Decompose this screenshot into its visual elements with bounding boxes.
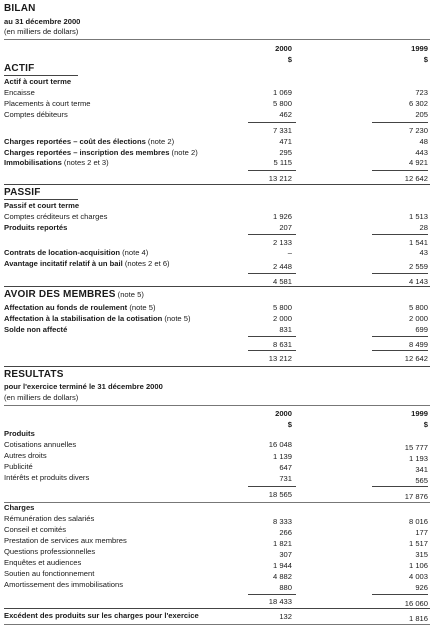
row-value-1999: 1 106 — [408, 561, 428, 570]
charges-total-1999: 16 060 — [404, 599, 428, 608]
excedent-2000: 132 — [279, 612, 292, 621]
row-value-2000: 731 — [279, 474, 292, 483]
total-2000: 13 212 — [268, 354, 292, 363]
col-currency: $ — [423, 55, 428, 64]
sum-rule — [248, 122, 296, 123]
sum-rule — [372, 350, 428, 351]
row-value-2000: 462 — [279, 110, 292, 119]
row-value-2000: 16 048 — [268, 440, 292, 449]
row-value-2000: 266 — [279, 528, 292, 537]
row-label: Enquêtes et audiences — [4, 558, 82, 567]
row-label: Autres droits — [4, 451, 47, 460]
sum-rule — [248, 336, 296, 337]
avoir-heading: AVOIR DES MEMBRES (note 5) — [4, 289, 144, 300]
row-label: Conseil et comités — [4, 525, 67, 534]
row-label: Cotisations annuelles — [4, 440, 77, 449]
row-value-2000: 295 — [279, 148, 292, 157]
row-value-2000: 8 333 — [272, 517, 292, 526]
row-value-2000: 1 944 — [272, 561, 292, 570]
row-value-2000: 5 800 — [272, 99, 292, 108]
subtotal-2000: 2 133 — [272, 238, 292, 247]
row-value-1999: 341 — [415, 465, 428, 474]
row-label: Intérêts et produits divers — [4, 473, 90, 482]
excedent-label: Excédent des produits sur les charges pour l'exercice — [4, 611, 199, 620]
sum-rule — [248, 594, 296, 595]
excedent-1999: 1 816 — [408, 614, 428, 623]
total-2000: 13 212 — [268, 174, 292, 183]
row-value-1999: 699 — [415, 325, 428, 334]
divider — [4, 624, 430, 625]
bilan-units: (en milliers de dollars) — [4, 27, 79, 36]
sum-rule — [248, 170, 296, 171]
row-label: Immobilisations (notes 2 et 3) — [4, 158, 109, 167]
row-label: Avantage incitatif relatif à un bail (notes 2 et 6) — [4, 259, 170, 268]
row-label: Publicité — [4, 462, 33, 471]
col-currency: $ — [423, 420, 428, 429]
row-label: Solde non affecté — [4, 325, 68, 334]
row-value-1999: 2 000 — [408, 314, 428, 323]
divider — [4, 502, 430, 503]
row-label: Charges reportées – coût des élections (note 2) — [4, 137, 175, 146]
subtotal-2000: 7 331 — [272, 126, 292, 135]
row-label: Encaisse — [4, 88, 35, 97]
sum-rule — [372, 170, 428, 171]
row-value-1999: 565 — [415, 476, 428, 485]
row-value-1999: 43 — [419, 248, 428, 257]
subtotal-1999: 1 541 — [408, 238, 428, 247]
row-value-1999: 1 517 — [408, 539, 428, 548]
resultats-period: pour l'exercice terminé le 31 décembre 2000 — [4, 382, 163, 391]
divider — [4, 405, 430, 406]
col-year-1999: 1999 — [411, 409, 428, 418]
row-label: Rémunération des salariés — [4, 514, 95, 523]
row-label: Questions professionnelles — [4, 547, 96, 556]
row-value-2000: 5 800 — [272, 303, 292, 312]
col-currency: $ — [287, 420, 292, 429]
row-value-2000: 2 000 — [272, 314, 292, 323]
sum-rule — [248, 273, 296, 274]
row-label: Comptes débiteurs — [4, 110, 68, 119]
divider — [4, 184, 430, 185]
bilan-title: BILAN — [4, 3, 36, 14]
divider — [4, 286, 430, 287]
passif-subheading: Passif et court terme — [4, 201, 80, 210]
row-value-1999: 4 921 — [408, 158, 428, 167]
row-label: Comptes créditeurs et charges — [4, 212, 108, 221]
col-currency: $ — [287, 55, 292, 64]
resultats-units: (en milliers de dollars) — [4, 393, 79, 402]
row-value-1999: 1 513 — [408, 212, 428, 221]
row-value-2000: 647 — [279, 463, 292, 472]
row-label: Prestation de services aux membres — [4, 536, 127, 545]
row-label: Amortissement des immobilisations — [4, 580, 124, 589]
row-value-2000: 1 069 — [272, 88, 292, 97]
row-value-1999: 723 — [415, 88, 428, 97]
produits-total-2000: 18 565 — [268, 490, 292, 499]
produits-total-1999: 17 876 — [404, 492, 428, 501]
passif-heading: PASSIF — [4, 187, 41, 198]
row-value-2000: – — [287, 248, 292, 257]
divider — [4, 366, 430, 367]
sum-rule — [372, 122, 428, 123]
sum-rule — [372, 336, 428, 337]
actif-subheading: Actif à court terme — [4, 77, 72, 86]
row-label: Affectation à la stabilisation de la cotisation (note 5) — [4, 314, 191, 323]
heading-underline — [4, 199, 78, 200]
sum-rule — [372, 594, 428, 595]
sum-rule — [248, 350, 296, 351]
row-value-1999: 2 559 — [408, 262, 428, 271]
row-value-1999: 315 — [415, 550, 428, 559]
sum-rule — [372, 273, 428, 274]
row-label: Soutien au fonctionnement — [4, 569, 95, 578]
charges-total-2000: 18 433 — [268, 597, 292, 606]
row-value-1999: 8 016 — [408, 517, 428, 526]
row-value-2000: 880 — [279, 583, 292, 592]
divider — [4, 608, 430, 609]
actif-heading: ACTIF — [4, 63, 35, 74]
row-value-2000: 307 — [279, 550, 292, 559]
row-value-2000: 831 — [279, 325, 292, 334]
row-value-2000: 5 115 — [273, 158, 292, 167]
row-value-1999: 926 — [415, 583, 428, 592]
row-value-1999: 1 193 — [408, 454, 428, 463]
sum-rule — [372, 234, 428, 235]
row-value-1999: 15 777 — [404, 443, 428, 452]
row-label: Affectation au fonds de roulement (note 5) — [4, 303, 156, 312]
row-value-1999: 443 — [415, 148, 428, 157]
row-value-1999: 6 302 — [408, 99, 428, 108]
heading-underline — [4, 75, 78, 76]
divider — [4, 39, 430, 40]
row-value-2000: 207 — [279, 223, 292, 232]
row-label: Placements à court terme — [4, 99, 91, 108]
row-label: Contrats de location-acquisition (note 4) — [4, 248, 149, 257]
resultats-title: RESULTATS — [4, 369, 64, 380]
row-value-1999: 177 — [415, 528, 428, 537]
row-value-1999: 48 — [419, 137, 428, 146]
col-year-2000: 2000 — [275, 409, 292, 418]
total-1999: 12 642 — [404, 174, 428, 183]
sum-rule — [248, 486, 296, 487]
row-value-2000: 1 139 — [272, 452, 292, 461]
row-value-2000: 471 — [279, 137, 292, 146]
col-year-2000: 2000 — [275, 44, 292, 53]
sum-rule — [372, 486, 428, 487]
row-value-2000: 4 882 — [272, 572, 292, 581]
charges-heading: Charges — [4, 503, 35, 512]
total-2000: 4 581 — [272, 277, 292, 286]
bilan-date: au 31 décembre 2000 — [4, 17, 81, 26]
total-1999: 4 143 — [408, 277, 428, 286]
row-value-1999: 28 — [419, 223, 428, 232]
row-value-2000: 2 448 — [272, 262, 292, 271]
row-value-1999: 4 003 — [408, 572, 428, 581]
subtotal-1999: 8 499 — [408, 340, 428, 349]
row-value-1999: 205 — [415, 110, 428, 119]
sum-rule — [248, 234, 296, 235]
subtotal-1999: 7 230 — [408, 126, 428, 135]
row-label: Charges reportées – inscription des membres (note 2) — [4, 148, 198, 157]
subtotal-2000: 8 631 — [272, 340, 292, 349]
row-value-2000: 1 926 — [272, 212, 292, 221]
total-1999: 12 642 — [404, 354, 428, 363]
produits-heading: Produits — [4, 429, 35, 438]
row-value-1999: 5 800 — [408, 303, 428, 312]
row-label: Produits reportés — [4, 223, 68, 232]
row-value-2000: 1 821 — [272, 539, 292, 548]
col-year-1999: 1999 — [411, 44, 428, 53]
